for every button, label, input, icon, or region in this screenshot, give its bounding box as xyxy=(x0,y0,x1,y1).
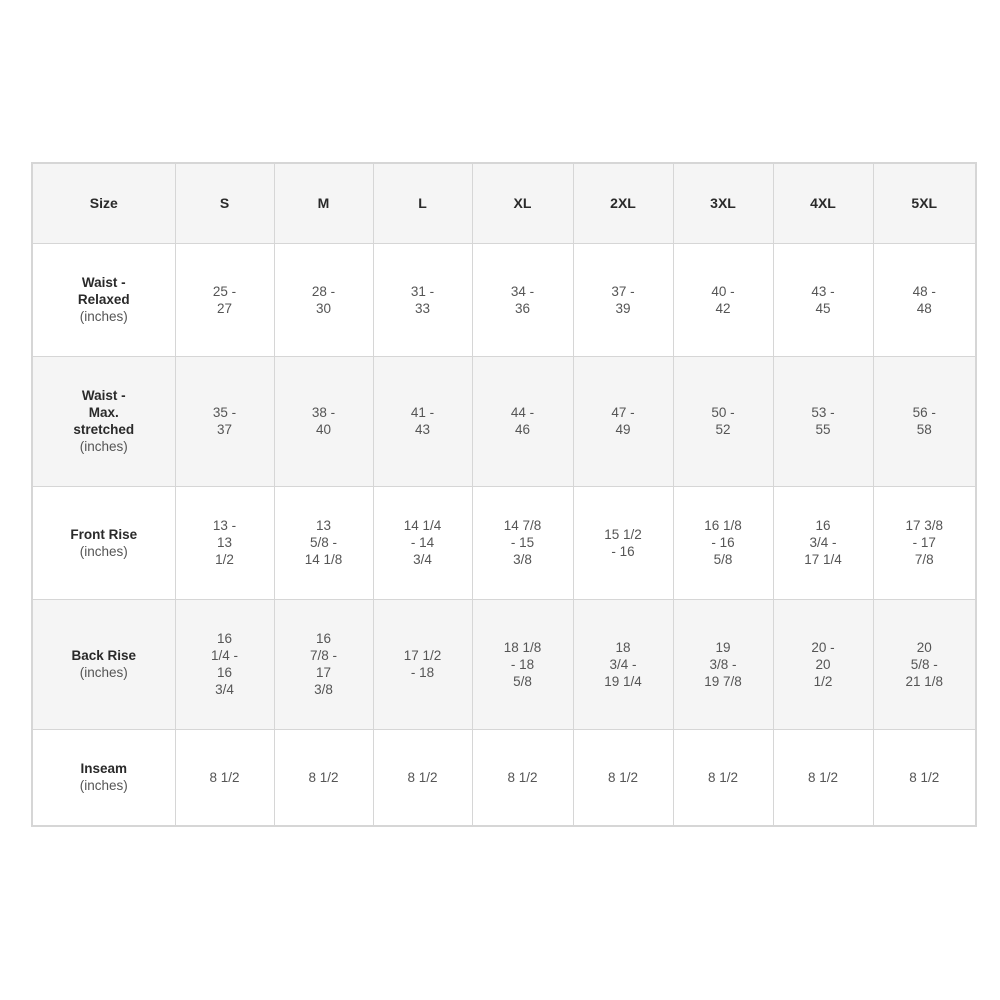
table-cell: 8 1/2 xyxy=(573,729,673,826)
table-cell: 53 - 55 xyxy=(773,356,873,486)
size-header-5xl: 5XL xyxy=(873,163,976,243)
table-cell: 43 - 45 xyxy=(773,243,873,356)
row-unit: (inches) xyxy=(79,439,128,454)
table-cell: 40 - 42 xyxy=(673,243,773,356)
size-header-2xl: 2XL xyxy=(573,163,673,243)
row-unit: (inches) xyxy=(79,543,128,559)
table-cell: 16 1/8 - 16 5/8 xyxy=(673,486,773,599)
table-cell: 25 - 27 xyxy=(175,243,274,356)
table-cell: 20 - 20 1/2 xyxy=(773,599,873,729)
table-cell: 18 1/8 - 18 5/8 xyxy=(472,599,573,729)
table-row xyxy=(32,356,976,486)
table-cell: 8 1/2 xyxy=(472,729,573,826)
row-label-cell xyxy=(32,486,175,599)
table-cell: 56 - 58 xyxy=(873,356,976,486)
table-cell: 37 - 39 xyxy=(573,243,673,356)
table-cell: 8 1/2 xyxy=(773,729,873,826)
table-cell: 13 5/8 - 14 1/8 xyxy=(274,486,373,599)
table-cell: 18 3/4 - 19 1/4 xyxy=(573,599,673,729)
row-unit: (inches) xyxy=(79,778,128,794)
table-cell: 31 - 33 xyxy=(373,243,472,356)
size-header-m: M xyxy=(274,163,373,243)
table-row xyxy=(32,243,976,356)
table-cell: 14 7/8 - 15 3/8 xyxy=(472,486,573,599)
row-label-cell xyxy=(32,356,175,486)
table-cell: 8 1/2 xyxy=(673,729,773,826)
table-cell: 50 - 52 xyxy=(673,356,773,486)
row-label: Back Rise xyxy=(71,648,137,663)
table-cell: 48 - 48 xyxy=(873,243,976,356)
table-row xyxy=(32,729,976,826)
size-header-label: Size xyxy=(32,163,175,243)
size-header-3xl: 3XL xyxy=(673,163,773,243)
table-cell: 16 3/4 - 17 1/4 xyxy=(773,486,873,599)
table-cell: 16 7/8 - 17 3/8 xyxy=(274,599,373,729)
table-cell: 15 1/2 - 16 xyxy=(573,486,673,599)
table-cell: 14 1/4 - 14 3/4 xyxy=(373,486,472,599)
row-unit: (inches) xyxy=(79,309,128,324)
table-cell: 16 1/4 - 16 3/4 xyxy=(175,599,274,729)
table-row xyxy=(32,486,976,599)
size-chart-table xyxy=(31,162,977,827)
table-cell: 41 - 43 xyxy=(373,356,472,486)
header-row xyxy=(32,163,976,243)
table-cell: 44 - 46 xyxy=(472,356,573,486)
table-cell: 34 - 36 xyxy=(472,243,573,356)
table-cell: 19 3/8 - 19 7/8 xyxy=(673,599,773,729)
size-header-l: L xyxy=(373,163,472,243)
table-cell: 8 1/2 xyxy=(373,729,472,826)
table-cell: 28 - 30 xyxy=(274,243,373,356)
table-cell: 47 - 49 xyxy=(573,356,673,486)
table-cell: 8 1/2 xyxy=(873,729,976,826)
row-label-cell xyxy=(32,729,175,826)
size-header-xl: XL xyxy=(472,163,573,243)
table-cell: 8 1/2 xyxy=(274,729,373,826)
row-label: Waist - Max. stretched xyxy=(73,388,135,437)
row-unit: (inches) xyxy=(79,665,128,680)
table-cell: 17 3/8 - 17 7/8 xyxy=(873,486,976,599)
table-cell: 13 - 13 1/2 xyxy=(175,486,274,599)
size-header-s: S xyxy=(175,163,274,243)
table-cell: 20 5/8 - 21 1/8 xyxy=(873,599,976,729)
table-cell: 17 1/2 - 18 xyxy=(373,599,472,729)
table-cell: 35 - 37 xyxy=(175,356,274,486)
row-label: Front Rise xyxy=(70,526,138,542)
row-label-cell xyxy=(32,243,175,356)
size-header-4xl: 4XL xyxy=(773,163,873,243)
row-label: Waist - Relaxed xyxy=(77,275,130,307)
row-label-cell xyxy=(32,599,175,729)
table-cell: 8 1/2 xyxy=(175,729,274,826)
table-row xyxy=(32,599,976,729)
row-label: Inseam xyxy=(80,761,127,777)
table-cell: 38 - 40 xyxy=(274,356,373,486)
